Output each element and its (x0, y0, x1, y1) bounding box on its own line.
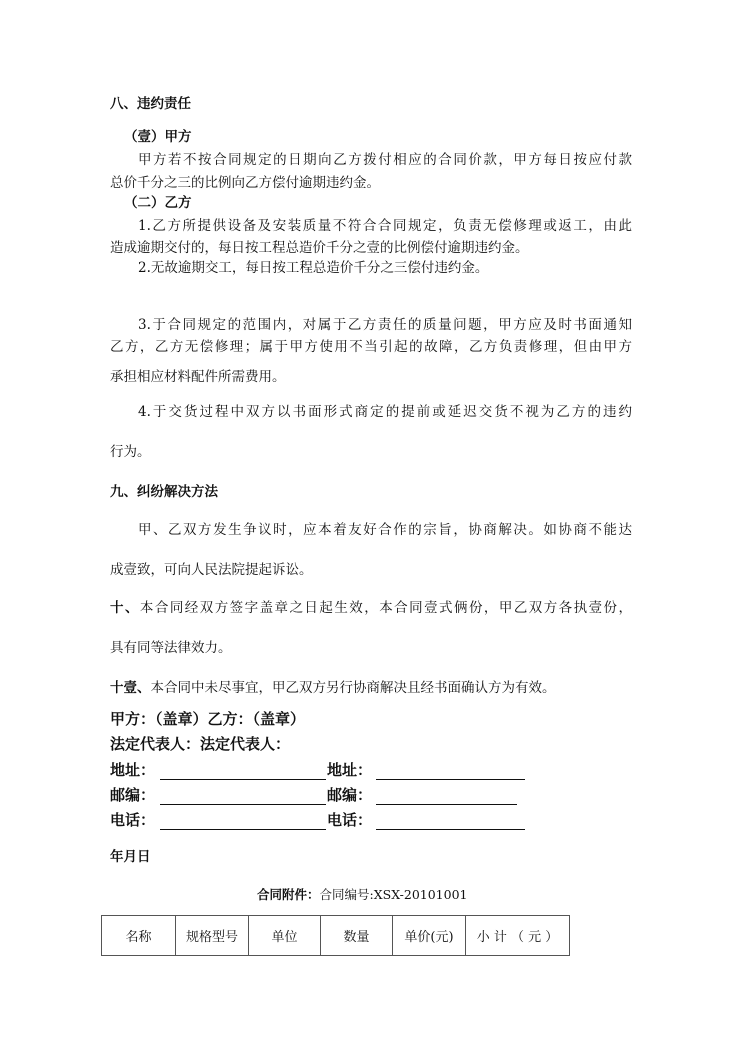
party-b-heading: （二）乙方 (124, 195, 192, 211)
section-10-line-2: 具有同等法律效力。 (110, 640, 232, 656)
signature-date: 年月日 (110, 849, 151, 865)
party-a-line-2: 总价千分之三的比例向乙方偿付逾期违约金。 (110, 175, 380, 191)
appendix-title-label: 合同附件： (257, 887, 320, 902)
section-10-text: 本合同经双方签字盖章之日起生效，本合同壹式俩份，甲乙双方各执壹份， (139, 600, 633, 616)
postcode-field-b[interactable] (376, 804, 517, 805)
address-field-a[interactable] (160, 779, 326, 780)
appendix-table (101, 915, 570, 956)
section-9-line-1: 甲、乙双方发生争议时，应本着友好合作的宗旨，协商解决。如协商不能达 (138, 522, 632, 538)
item1-line-2: 造成逾期交付的，每日按工程总造价千分之壹的比例偿付逾期违约金。 (110, 240, 529, 256)
item3-line-3: 承担相应材料配件所需费用。 (110, 369, 286, 385)
section-10-number: 十、 (110, 600, 140, 616)
item3-line-1: 3.于合同规定的范围内，对属于乙方责任的质量问题，甲方应及时书面通知 (138, 317, 632, 333)
column-header-subtotal: 小 计 （ 元 ） (466, 916, 570, 956)
postcode-label-b: 邮编： (327, 786, 373, 804)
section-9-heading: 九、纠纷解决方法 (110, 484, 218, 500)
phone-field-b[interactable] (376, 829, 525, 830)
postcode-label-a: 邮编： (110, 786, 156, 804)
party-a-line-1: 甲方若不按合同规定的日期向乙方拨付相应的合同价款，甲方每日按应付款 (138, 152, 632, 168)
section-11-text: 本合同中未尽事宜，甲乙双方另行协商解决且经书面确认方为有效。 (150, 680, 556, 696)
section-11 (110, 680, 556, 696)
appendix-title (257, 887, 468, 903)
column-header-quantity: 数量 (321, 916, 393, 956)
section-8-heading: 八、违约责任 (110, 96, 191, 112)
address-label-b: 地址： (327, 761, 373, 779)
signature-parties: 甲方：（盖章）乙方：（盖章） (110, 710, 306, 728)
section-10-line-1 (110, 600, 632, 616)
appendix-contract-number: 合同编号:XSX-20101001 (319, 887, 468, 902)
item4-line-1: 4.于交货过程中双方以书面形式商定的提前或延迟交货不视为乙方的违约 (138, 404, 632, 420)
postcode-field-a[interactable] (160, 804, 326, 805)
item3-line-2: 乙方，乙方无偿修理；属于甲方使用不当引起的故障，乙方负责修理，但由甲方 (110, 339, 632, 355)
phone-field-a[interactable] (160, 829, 326, 830)
phone-label-a: 电话： (110, 811, 156, 829)
column-header-unit: 单位 (249, 916, 321, 956)
table-header-row (102, 916, 570, 956)
address-label-a: 地址： (110, 761, 156, 779)
item1-line-1: 1.乙方所提供设备及安装质量不符合合同规定，负责无偿修理或返工，由此 (138, 218, 632, 234)
signature-reps: 法定代表人：法定代表人： (110, 735, 291, 753)
column-header-unit-price: 单价(元) (393, 916, 466, 956)
item4-line-2: 行为。 (110, 444, 151, 460)
phone-label-b: 电话： (327, 811, 373, 829)
section-11-number: 十壹、 (110, 680, 151, 696)
column-header-name: 名称 (102, 916, 176, 956)
section-9-line-2: 成壹致，可向人民法院提起诉讼。 (110, 562, 313, 578)
address-field-b[interactable] (376, 779, 525, 780)
party-a-heading: （壹）甲方 (124, 129, 192, 145)
item2: 2.无故逾期交工，每日按工程总造价千分之三偿付违约金。 (138, 260, 489, 276)
column-header-spec: 规格型号 (176, 916, 249, 956)
